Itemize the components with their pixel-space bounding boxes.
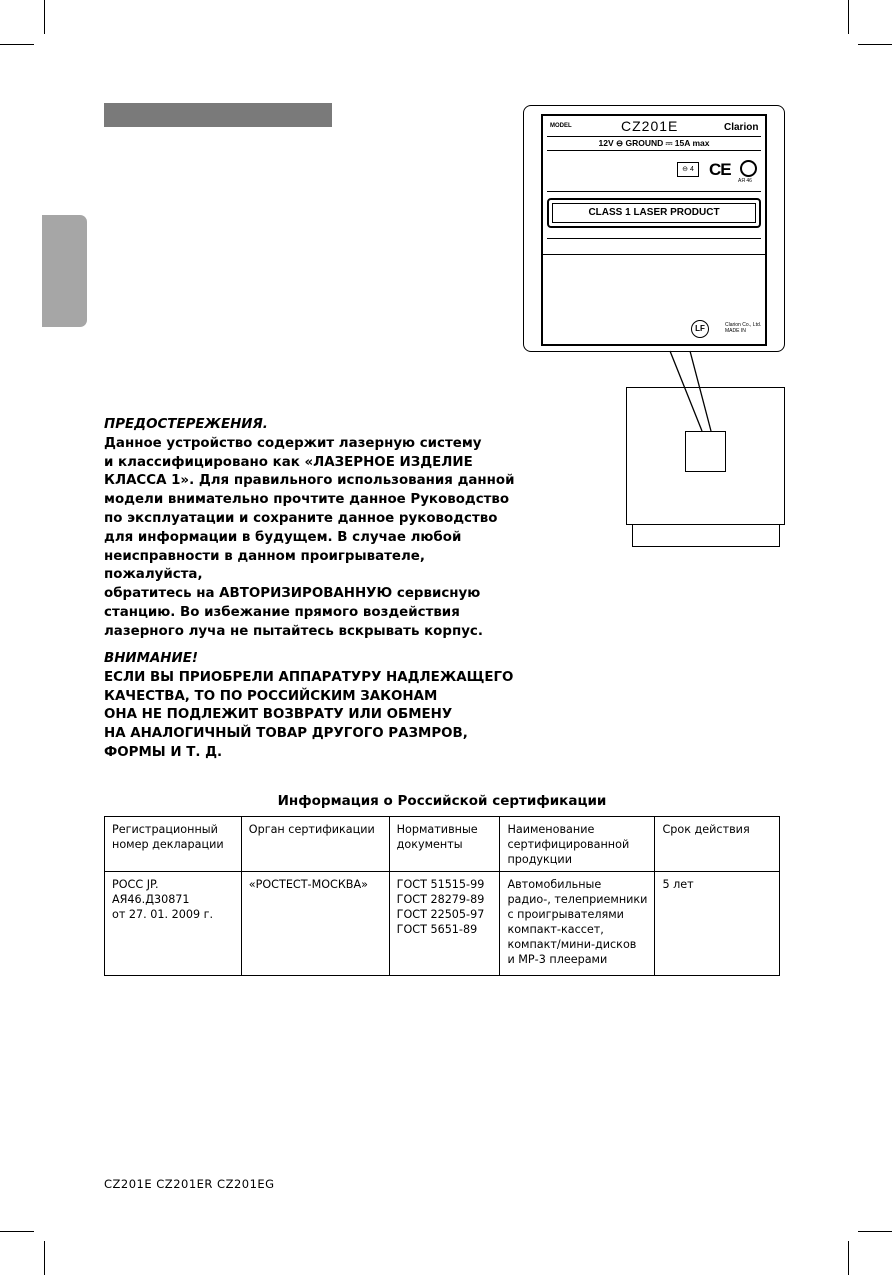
header-cell: Орган сертификации <box>241 817 389 872</box>
label-power-rating: 12V ⊖ GROUND ⎓ 15A max <box>598 138 710 148</box>
e-mark-icon: ⊖ 4 <box>677 162 699 177</box>
laser-class-text: CLASS 1 LASER PRODUCT <box>552 203 756 223</box>
attention-line: НА АНАЛОГИЧНЫЙ ТОВАР ДРУГОГО РАЗМРОВ, <box>104 726 468 742</box>
table-header-row <box>105 817 780 872</box>
footer-model-list: CZ201E CZ201ER CZ201EG <box>104 1177 275 1191</box>
label-model-name: CZ201E <box>621 118 679 134</box>
table-row <box>105 872 780 976</box>
header-cell: Наименование сертифицированной продукции <box>500 817 655 872</box>
warning-heading: ПРЕДОСТЕРЕЖЕНИЯ. <box>104 417 268 432</box>
label-maker-line: Clarion Co., Ltd. <box>725 322 762 328</box>
ce-mark-icon: CE <box>709 160 731 179</box>
header-cell: Регистрационный номер декларации <box>105 817 242 872</box>
attention-line: ЕСЛИ ВЫ ПРИОБРЕЛИ АППАРАТУРУ НАДЛЕЖАЩЕГО <box>104 669 514 685</box>
warning-line: для информации в будущем. В случае любой <box>104 529 462 545</box>
certification-table <box>104 816 780 976</box>
attention-notice <box>104 650 524 763</box>
header-cell: Нормативные документы <box>389 817 500 872</box>
warning-line: Данное устройство содержит лазерную систему <box>104 435 482 451</box>
warning-line: по эксплуатации и сохраните данное руководство <box>104 510 498 526</box>
label-model-caption: MODEL <box>550 123 572 129</box>
warning-line: КЛАССА 1». Для правильного использования данной <box>104 473 515 489</box>
label-maker-line: MADE IN <box>725 328 746 334</box>
warning-line: лазерного луча не пытайтесь вскрывать корпус. <box>104 623 483 639</box>
lf-mark-icon: LF <box>691 320 709 338</box>
table-cell: РОСС JP. АЯ46.Д30871 от 27. 01. 2009 г. <box>105 872 242 976</box>
warning-line: и классифицировано как «ЛАЗЕРНОЕ ИЗДЕЛИЕ <box>104 454 473 470</box>
attention-line: ОНА НЕ ПОДЛЕЖИТ ВОЗВРАТУ ИЛИ ОБМЕНУ <box>104 707 453 723</box>
attention-heading: ВНИМАНИЕ! <box>104 651 198 666</box>
warning-line: станцию. Во избежание прямого воздействия <box>104 604 460 620</box>
warning-line: неисправности в данном проигрывателе, пожалуйста, <box>104 548 425 583</box>
table-cell: «РОСТЕСТ-МОСКВА» <box>241 872 389 976</box>
attention-line: ФОРМЫ И Т. Д. <box>104 744 223 760</box>
certification-title: Информация о Российской сертификации <box>277 793 607 809</box>
laser-warning <box>104 416 524 642</box>
warning-line: обратитесь на АВТОРИЗИРОВАННУЮ сервисную <box>104 586 481 602</box>
table-cell: 5 лет <box>655 872 780 976</box>
attention-line: КАЧЕСТВА, ТО ПО РОССИЙСКИМ ЗАКОНАМ <box>104 688 438 704</box>
device-label-location <box>685 431 726 472</box>
gost-mark-code: АЯ 46 <box>738 178 752 184</box>
warning-line: модели внимательно прочтите данное Руководство <box>104 492 510 508</box>
device-base <box>632 525 780 547</box>
label-brand: Clarion <box>724 122 759 133</box>
table-cell: ГОСТ 51515-99 ГОСТ 28279-89 ГОСТ 22505-97 ГОСТ 5651-89 <box>389 872 500 976</box>
header-cell: Срок действия <box>655 817 780 872</box>
table-cell: Автомобильные радио-, телеприемники с проигрывателями компакт-кассет, компакт/мини-дисков и МР-3 плеерами <box>500 872 655 976</box>
